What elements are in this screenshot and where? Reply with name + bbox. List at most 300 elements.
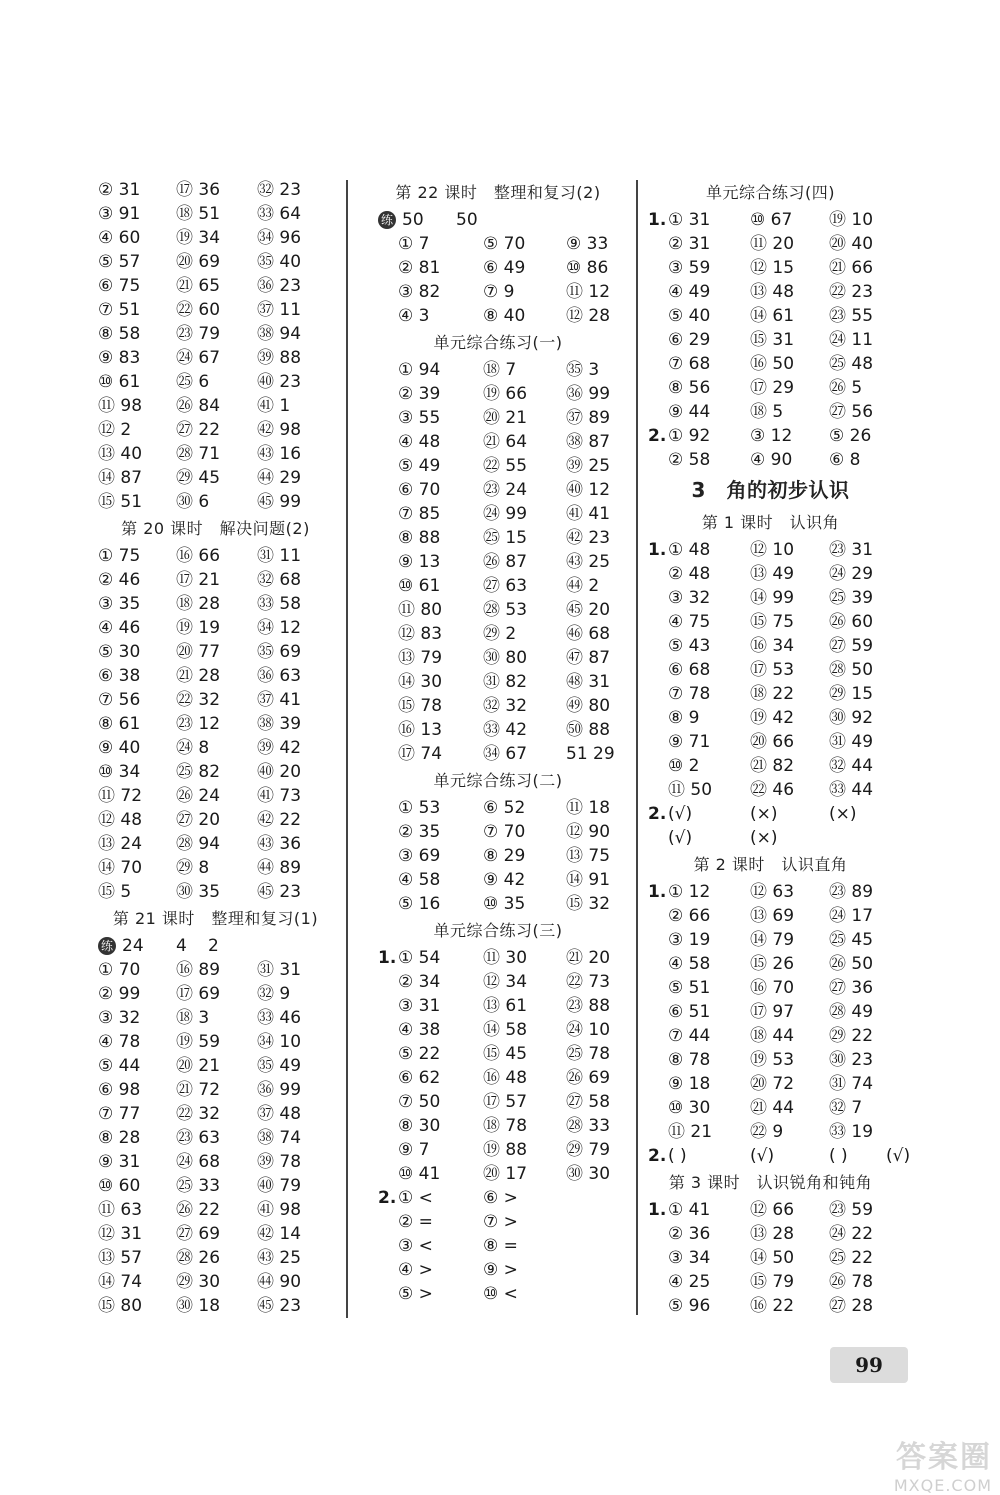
answer-cell: ㉛ 82 <box>483 672 528 692</box>
answer-cell: ⑯ 34 <box>750 636 795 656</box>
answer-cell: ㊷ 22 <box>257 810 302 830</box>
answer-row <box>98 982 333 1006</box>
section-heading: 单元综合练习(二) <box>433 771 563 790</box>
answer-cell: ⑮ 78 <box>398 696 443 716</box>
answer-cell: ④ 90 <box>750 450 793 470</box>
answer-cell: ㉜ 68 <box>257 570 302 590</box>
answer-cell: ⑥ 52 <box>483 798 526 818</box>
answer-cell: ㉝ 58 <box>257 594 302 614</box>
answer-row <box>648 802 893 826</box>
answer-cell: ⑤ 22 <box>398 1044 441 1064</box>
answer-row <box>378 1234 618 1258</box>
question-number: 1. <box>648 882 667 902</box>
answer-cell: ㉒ 55 <box>483 456 528 476</box>
answer-cell: ㊹ 89 <box>257 858 302 878</box>
answer-cell: ④ 46 <box>98 618 141 638</box>
watermark-url: MXQE.COM <box>893 1476 992 1495</box>
answer-cell: ⑰ 74 <box>398 744 443 764</box>
answer-cell: ② 39 <box>398 384 441 404</box>
answer-row <box>378 892 618 916</box>
answer-cell: ⑩ 41 <box>398 1164 441 1184</box>
answer-row <box>378 304 618 328</box>
answer-cell: ⑯ 89 <box>176 960 221 980</box>
answer-row <box>648 1120 893 1144</box>
answer-cell: ⑪ 20 <box>750 234 795 254</box>
answer-cell: ② 34 <box>398 972 441 992</box>
answer-cell: ㉟ 69 <box>257 642 302 662</box>
answer-cell: ㊸ 25 <box>257 1248 302 1268</box>
answer-row <box>648 1024 893 1048</box>
answer-cell: ① 12 <box>668 882 711 902</box>
answer-cell: ⑧ 40 <box>483 306 526 326</box>
answer-cell: ⑨ 18 <box>668 1074 711 1094</box>
answer-cell: ㉕ 45 <box>829 930 874 950</box>
answer-row <box>98 346 333 370</box>
answer-cell: ⑥ 51 <box>668 1002 711 1022</box>
answer-cell: ㉚ 6 <box>176 492 210 512</box>
answer-cell: ⑪ 12 <box>566 282 611 302</box>
answer-cell: ② 46 <box>98 570 141 590</box>
answer-row <box>648 400 893 424</box>
answer-cell: ㉔ 17 <box>829 906 874 926</box>
answer-cell: ① 54 <box>398 948 441 968</box>
answer-cell: ⑨ 13 <box>398 552 441 572</box>
answer-row <box>378 820 618 844</box>
question-number: 2. <box>648 804 667 824</box>
answer-row <box>648 706 893 730</box>
answer-cell: ⑧ 88 <box>398 528 441 548</box>
answer-row <box>98 640 333 664</box>
answer-cell: ⑦ 51 <box>98 300 141 320</box>
answer-cell: ⑰ 36 <box>176 180 221 200</box>
answer-cell: ⑭ 30 <box>398 672 443 692</box>
answer-row <box>648 328 893 352</box>
answer-cell: ⑤ 49 <box>398 456 441 476</box>
answer-cell: ⑲ 88 <box>483 1140 528 1160</box>
answer-row <box>378 232 618 256</box>
answer-cell: ⑰ 29 <box>750 378 795 398</box>
answer-row <box>378 358 618 382</box>
answer-cell: ㉙ 22 <box>829 1026 874 1046</box>
answer-cell: ⑥ 98 <box>98 1080 141 1100</box>
answer-cell: ③ < <box>398 1236 433 1256</box>
answer-cell: ⑥ > <box>483 1188 518 1208</box>
answer-row <box>98 394 333 418</box>
answer-cell: ② 36 <box>668 1224 711 1244</box>
answer-cell: ⑱ 5 <box>750 402 784 422</box>
answer-row <box>98 1030 333 1054</box>
answer-cell: ② 58 <box>668 450 711 470</box>
answer-cell: ③ 32 <box>98 1008 141 1028</box>
answer-row <box>98 1150 333 1174</box>
answer-cell: ⑫ 28 <box>566 306 611 326</box>
answer-column-2 <box>378 178 618 1306</box>
answer-row <box>378 574 618 598</box>
answer-row <box>98 442 333 466</box>
answer-cell: ⑳ 66 <box>750 732 795 752</box>
section-heading: 第 22 课时 整理和复习(2) <box>395 183 601 202</box>
answer-cell: ㉕ 22 <box>829 1248 874 1268</box>
answer-row <box>98 1198 333 1222</box>
answer-cell: ⑤ 51 <box>668 978 711 998</box>
answer-cell: ㉜ 23 <box>257 180 302 200</box>
answer-row <box>378 382 618 406</box>
answer-cell: ㊲ 41 <box>257 690 302 710</box>
answer-cell: ⑨ 7 <box>398 1140 430 1160</box>
answer-cell: ㉒ 73 <box>566 972 611 992</box>
answer-cell: ㉙ 79 <box>566 1140 611 1160</box>
answer-row <box>648 826 893 850</box>
answer-cell: ㉓ 24 <box>483 480 528 500</box>
answer-cell: ⑤ 16 <box>398 894 441 914</box>
answer-cell: ㉖ 5 <box>829 378 863 398</box>
answer-row <box>98 592 333 616</box>
answer-cell: ⑦ 68 <box>668 354 711 374</box>
answer-row <box>378 406 618 430</box>
answer-row <box>98 1294 333 1318</box>
answer-cell: ⑬ 48 <box>750 282 795 302</box>
answer-cell: ㉑ 28 <box>176 666 221 686</box>
answer-cell: ⑥ 70 <box>398 480 441 500</box>
answer-cell: ㉚ 18 <box>176 1296 221 1316</box>
answer-row <box>648 1096 893 1120</box>
answer-cell: ⑯ 48 <box>483 1068 528 1088</box>
answer-cell: ⑦ 70 <box>483 822 526 842</box>
answer-cell: ④ 58 <box>398 870 441 890</box>
answer-cell: ⑯ 50 <box>750 354 795 374</box>
answer-cell: ㉜ 32 <box>483 696 528 716</box>
answer-cell: ⑬ 49 <box>750 564 795 584</box>
answer-row <box>98 784 333 808</box>
answer-cell: ④ 78 <box>98 1032 141 1052</box>
answer-cell: ㉟ 40 <box>257 252 302 272</box>
answer-cell: ⑬ 28 <box>750 1224 795 1244</box>
answer-cell: ㉘ 71 <box>176 444 221 464</box>
answer-row <box>378 430 618 454</box>
answer-cell: ㊻ 68 <box>566 624 611 644</box>
answer-row <box>98 1222 333 1246</box>
answer-cell: ㉖ 78 <box>829 1272 874 1292</box>
question-number: 1. <box>648 1200 667 1220</box>
answer-cell: 51 29 <box>566 744 615 764</box>
answer-cell: ⑧ 29 <box>483 846 526 866</box>
answer-cell: ㉝ 42 <box>483 720 528 740</box>
answer-cell: ㉓ 88 <box>566 996 611 1016</box>
answer-cell: ㉚ 30 <box>566 1164 611 1184</box>
answer-row <box>378 550 618 574</box>
answer-cell: ⑩ 61 <box>98 372 141 392</box>
answer-cell: ㊵ 12 <box>566 480 611 500</box>
answer-cell: ㉑ 20 <box>566 948 611 968</box>
answer-cell: ㊸ 16 <box>257 444 302 464</box>
answer-cell: ⑦ 9 <box>483 282 515 302</box>
answer-row <box>378 454 618 478</box>
answer-cell: ⑫ 10 <box>750 540 795 560</box>
answer-cell: ⑧ 61 <box>98 714 141 734</box>
answer-cell: ㉒ 32 <box>176 1104 221 1124</box>
answer-cell: ⑦ 85 <box>398 504 441 524</box>
answer-cell: ④ 48 <box>398 432 441 452</box>
practice-badge-icon: 练 <box>378 211 396 229</box>
answer-cell: ㉟ 49 <box>257 1056 302 1076</box>
answer-cell: ㉒ 46 <box>750 780 795 800</box>
answer-cell: ㉕ 48 <box>829 354 874 374</box>
answer-cell: ㉘ 26 <box>176 1248 221 1268</box>
answer-row <box>98 298 333 322</box>
answer-row <box>648 952 893 976</box>
answer-cell: ㊱ 99 <box>566 384 611 404</box>
answer-cell: ㉑ 65 <box>176 276 221 296</box>
answer-cell: 50 <box>402 210 424 230</box>
answer-cell: ㊺ 23 <box>257 1296 302 1316</box>
section-heading: 单元综合练习(一) <box>433 333 563 352</box>
answer-cell: ② 35 <box>398 822 441 842</box>
answer-cell: ⑬ 69 <box>750 906 795 926</box>
answer-cell: ⑤ > <box>398 1284 433 1304</box>
answer-cell: ⑫ 90 <box>566 822 611 842</box>
answer-cell: ㉕ 82 <box>176 762 221 782</box>
answer-row <box>378 646 618 670</box>
answer-cell: ⑨ 71 <box>668 732 711 752</box>
answer-row <box>378 478 618 502</box>
answer-row <box>648 448 893 472</box>
column-divider-left <box>346 180 348 1318</box>
answer-cell: ⑦ > <box>483 1212 518 1232</box>
answer-cell: ⑧ 58 <box>98 324 141 344</box>
answer-row <box>98 736 333 760</box>
practice-badge-icon: 练 <box>98 937 116 955</box>
answer-cell: ⑦ 77 <box>98 1104 141 1124</box>
answer-cell: ⑩ < <box>483 1284 518 1304</box>
answer-cell: ⑩ 30 <box>668 1098 711 1118</box>
answer-cell: ㉚ 35 <box>176 882 221 902</box>
answer-cell: ㉗ 20 <box>176 810 221 830</box>
watermark-title: 答案圈 <box>896 1440 992 1475</box>
answer-row <box>648 232 893 256</box>
answer-row <box>98 880 333 904</box>
answer-row <box>378 694 618 718</box>
answer-row <box>98 544 333 568</box>
answer-cell: ⑫ 2 <box>98 420 132 440</box>
answer-cell: ⑭ 99 <box>750 588 795 608</box>
answer-row <box>378 994 618 1018</box>
answer-cell: ① 48 <box>668 540 711 560</box>
answer-cell: ① 31 <box>668 210 711 230</box>
answer-row <box>98 616 333 640</box>
answer-cell: ⑰ 21 <box>176 570 221 590</box>
answer-cell: ㉔ 11 <box>829 330 874 350</box>
answer-cell: ⑥ 75 <box>98 276 141 296</box>
answer-cell: ⑥ 8 <box>829 450 861 470</box>
answer-row <box>378 1186 618 1210</box>
answer-row <box>648 352 893 376</box>
practice-row <box>378 208 618 232</box>
section-heading: 第 2 课时 认识直角 <box>693 855 848 874</box>
answer-cell: 24 <box>122 936 144 956</box>
answer-cell: ㊹ 29 <box>257 468 302 488</box>
watermark-logo <box>812 1432 992 1495</box>
answer-cell: ㊷ 23 <box>566 528 611 548</box>
answer-cell: ② 81 <box>398 258 441 278</box>
answer-cell: ⑫ 63 <box>750 882 795 902</box>
answer-cell: ㉑ 64 <box>483 432 528 452</box>
answer-row <box>378 844 618 868</box>
answer-row <box>378 280 618 304</box>
answer-cell: ⑤ 70 <box>483 234 526 254</box>
answer-cell: ⑪ 98 <box>98 396 143 416</box>
answer-row <box>648 682 893 706</box>
answer-cell: ⑭ 74 <box>98 1272 143 1292</box>
answer-cell: ㊲ 89 <box>566 408 611 428</box>
answer-row <box>648 1246 893 1270</box>
answer-cell: ㉘ 33 <box>566 1116 611 1136</box>
answer-cell: ⑭ 50 <box>750 1248 795 1268</box>
answer-cell: ⑮ 26 <box>750 954 795 974</box>
question-number: 1. <box>648 540 667 560</box>
answer-cell: ㉑ 66 <box>829 258 874 278</box>
answer-cell: ⑱ 22 <box>750 684 795 704</box>
answer-cell: (√) <box>750 1146 775 1166</box>
answer-cell: ㊴ 42 <box>257 738 302 758</box>
answer-cell: ⑥ 38 <box>98 666 141 686</box>
answer-cell: ⑳ 69 <box>176 252 221 272</box>
answer-cell: ㊳ 87 <box>566 432 611 452</box>
answer-cell: ⑩ 34 <box>98 762 141 782</box>
answer-cell: ㉕ 78 <box>566 1044 611 1064</box>
answer-row <box>378 868 618 892</box>
answer-cell: (√) <box>668 828 693 848</box>
answer-cell: ⑫ 48 <box>98 810 143 830</box>
answer-cell: ⑪ 30 <box>483 948 528 968</box>
answer-cell: ㉓ 59 <box>829 1200 874 1220</box>
answer-row <box>648 538 893 562</box>
answer-cell: ㉖ 84 <box>176 396 221 416</box>
answer-cell: ㉕ 15 <box>483 528 528 548</box>
answer-cell: ㉑ 44 <box>750 1098 795 1118</box>
answer-cell: ⑲ 34 <box>176 228 221 248</box>
column-divider-right <box>636 180 638 1315</box>
answer-row <box>98 1006 333 1030</box>
answer-cell: ㉘ 94 <box>176 834 221 854</box>
answer-cell: ③ 32 <box>668 588 711 608</box>
answer-cell: ㊴ 88 <box>257 348 302 368</box>
answer-cell: ① 53 <box>398 798 441 818</box>
answer-cell: ㊹ 90 <box>257 1272 302 1292</box>
answer-cell: ㉓ 55 <box>829 306 874 326</box>
answer-cell: ㉙ 45 <box>176 468 221 488</box>
answer-cell: ( ) <box>829 1146 848 1166</box>
answer-row <box>648 880 893 904</box>
answer-row <box>378 1018 618 1042</box>
section-heading: 第 3 课时 认识锐角和钝角 <box>668 1173 873 1192</box>
answer-row <box>378 502 618 526</box>
answer-cell: ㊵ 20 <box>257 762 302 782</box>
answer-cell: ㉑ 82 <box>750 756 795 776</box>
answer-cell: ㊴ 78 <box>257 1152 302 1172</box>
answer-row <box>648 754 893 778</box>
answer-cell: (×) <box>750 804 778 824</box>
answer-row <box>648 280 893 304</box>
answer-cell: ⑮ 80 <box>98 1296 143 1316</box>
answer-row <box>378 742 618 766</box>
answer-cell: ④ 25 <box>668 1272 711 1292</box>
answer-cell: ② = <box>398 1212 433 1232</box>
answer-cell: ⑤ 44 <box>98 1056 141 1076</box>
answer-cell: ⑮ 31 <box>750 330 795 350</box>
answer-cell: ㉔ 22 <box>829 1224 874 1244</box>
answer-cell: ⑱ 28 <box>176 594 221 614</box>
answer-row <box>98 178 333 202</box>
answer-cell: ⑰ 97 <box>750 1002 795 1022</box>
answer-cell: ⑬ 75 <box>566 846 611 866</box>
answer-cell: ⑥ 68 <box>668 660 711 680</box>
answer-cell: ⑭ 91 <box>566 870 611 890</box>
answer-cell: ( ) <box>668 1146 687 1166</box>
answer-cell: ㉒ 23 <box>829 282 874 302</box>
answer-row <box>648 256 893 280</box>
section-heading: 单元综合练习(四) <box>706 183 835 202</box>
answer-row <box>98 250 333 274</box>
answer-cell: ⑫ 31 <box>98 1224 143 1244</box>
answer-cell: ㉙ 30 <box>176 1272 221 1292</box>
answer-cell: ⑪ 63 <box>98 1200 143 1220</box>
answer-column-3 <box>648 178 911 1318</box>
answer-row <box>98 418 333 442</box>
answer-cell: ㉞ 96 <box>257 228 302 248</box>
answer-row <box>378 1090 618 1114</box>
section-heading: 第 21 课时 整理和复习(1) <box>112 909 319 928</box>
answer-row <box>648 304 893 328</box>
answer-cell: ⑨ 42 <box>483 870 526 890</box>
answer-cell: ① < <box>398 1188 433 1208</box>
answer-row <box>648 562 893 586</box>
answer-row <box>648 1048 893 1072</box>
answer-cell: ㉗ 22 <box>176 420 221 440</box>
answer-row <box>378 670 618 694</box>
answer-row <box>98 226 333 250</box>
answer-cell: ④ 49 <box>668 282 711 302</box>
answer-cell: ③ 69 <box>398 846 441 866</box>
answer-row <box>98 1270 333 1294</box>
answer-cell: ③ 55 <box>398 408 441 428</box>
answer-cell: ㉗ 28 <box>829 1296 874 1316</box>
answer-cell: ㉘ 50 <box>829 660 874 680</box>
page-number: 99 <box>830 1347 908 1383</box>
answer-cell: ㉛ 31 <box>257 960 302 980</box>
answer-cell: ③ 59 <box>668 258 711 278</box>
answer-row <box>98 1054 333 1078</box>
answer-cell: ⑥ 49 <box>483 258 526 278</box>
answer-row <box>98 760 333 784</box>
answer-cell: ⑨ 83 <box>98 348 141 368</box>
answer-row <box>98 808 333 832</box>
answer-column-1 <box>98 178 333 1318</box>
answer-cell: ③ 19 <box>668 930 711 950</box>
answer-cell: ㊳ 94 <box>257 324 302 344</box>
answer-cell: ② 66 <box>668 906 711 926</box>
answer-cell: ㉘ 53 <box>483 600 528 620</box>
answer-cell: ㊶ 73 <box>257 786 302 806</box>
answer-cell: ⑦ 50 <box>398 1092 441 1112</box>
answer-cell: ⑤ 26 <box>829 426 872 446</box>
answer-cell: ⑧ 28 <box>98 1128 141 1148</box>
answer-cell: ① 41 <box>668 1200 711 1220</box>
answer-row <box>98 1246 333 1270</box>
question-number: 2. <box>648 426 667 446</box>
answer-row <box>98 688 333 712</box>
answer-row <box>648 976 893 1000</box>
answer-row <box>98 664 333 688</box>
